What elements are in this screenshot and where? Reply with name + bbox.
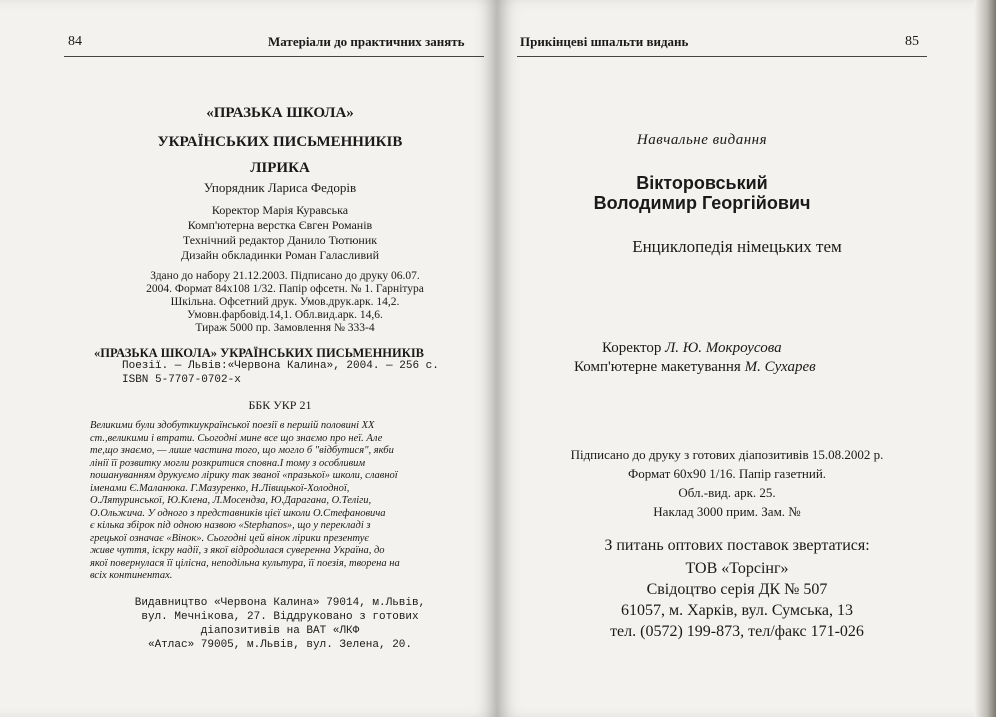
right-page: [497, 0, 996, 717]
annotation-line: лінії її розвитку могли розкритися сповна.І тому з особливим: [90, 457, 366, 469]
series-subtitle: УКРАЇНСЬКИХ ПИСЬМЕННИКІВ: [157, 134, 403, 150]
annotation-line: те,що знаємо, — лише частина того, що могло б "відбутися", якби: [90, 445, 394, 456]
credit-line: Технічний редактор Данило Тютюник: [182, 233, 378, 247]
credit-line: Комп'ютерна верстка Євген Романів: [187, 218, 373, 232]
print-info-line: Обл.-вид. арк. 25.: [678, 485, 776, 500]
print-info-line: Формат 60х90 1/16. Папір газетний.: [627, 466, 827, 481]
print-info: [100, 270, 470, 335]
print-info-line: Підписано до друку з готових діапозитивів 15.08.2002 р.: [570, 447, 884, 462]
header-rule: [517, 56, 927, 57]
contact-line: 61057, м. Харків, вул. Сумська, 13: [620, 602, 854, 619]
bbk-code: ББК УКР 21: [248, 398, 312, 412]
layout-name: М. Сухарев: [744, 359, 816, 375]
corrector-credit: [602, 340, 782, 357]
annotation-line: живе чуття, іскру надії, з якої відродилася суверенна Україна, до: [90, 545, 385, 556]
print-info-line: Умовн.фарбовід.14,1. Обл.вид.арк. 14,6.: [187, 309, 383, 321]
annotation: [90, 420, 440, 583]
header-rule: [64, 56, 484, 57]
print-info-line: Шкільна. Офсетний друк. Умов.друк.арк. 14,2.: [170, 296, 400, 308]
annotation-line: ст.,великими і втрати. Сьогодні мине все що знаємо про неї. Але: [90, 432, 383, 444]
annotation-line: Великими були здобуткиукраїнської поезії в першій половині ХХ: [90, 420, 375, 431]
annotation-line: О.Лятуринської, Ю.Клена, Л.Мосендза, Ю.Дарагана, О.Теліги,: [90, 495, 372, 506]
credit-line: Дизайн обкладинки Роман Галасливий: [180, 248, 379, 262]
contact-line: тел. (0572) 199-873, тел/факс 171-026: [610, 623, 864, 640]
compiler: Упорядник Лариса Федорів: [203, 180, 357, 195]
credits: [80, 203, 480, 263]
author-surname: Вікторовський: [636, 173, 768, 193]
corrector-name: Л. Ю. Мокроусова: [665, 340, 782, 356]
catalog-line: Поезії. — Львів:«Червона Калина», 2004. — 256 с.: [122, 360, 439, 372]
annotation-line: О.Ольжича. У одного з представників цієї школи О.Стефановича: [90, 507, 386, 519]
book-title: Енциклопедія німецьких тем: [632, 237, 842, 256]
contact-line: Свідоцтво серія ДК № 507: [646, 581, 828, 598]
annotation-line: іменами Є.Маланюка. Г.Мазуренко, Н.Лівицької-Холодної,: [90, 482, 350, 494]
annotation-line: пошануванням друкуємо лірику так званої «празької» школи, славної: [90, 470, 398, 481]
contact-heading: З питань оптових поставок звертатися:: [604, 537, 870, 554]
page-number: 84: [68, 34, 82, 49]
edition-type: Навчальне видання: [636, 132, 768, 148]
annotation-line: всіх континентах.: [90, 570, 173, 581]
annotation-line: є кілька збірок під одною назвою «Stephanos», що у перекладі з: [90, 520, 371, 531]
publisher-line: вул. Мечнікова, 27. Віддруковано з готових: [141, 611, 419, 623]
catalog-heading: «ПРАЗЬКА ШКОЛА» УКРАЇНСЬКИХ ПИСЬМЕННИКІВ: [94, 346, 425, 360]
catalog-lines: [122, 359, 439, 387]
print-info-line: Здано до набору 21.12.2003. Підписано до друку 06.07.: [150, 270, 420, 282]
layout-credit: [574, 359, 816, 376]
series-title: «ПРАЗЬКА ШКОЛА»: [206, 105, 354, 121]
publisher-info: [60, 596, 497, 652]
publisher-line: «Атлас» 79005, м.Львів, вул. Зелена, 20.: [147, 639, 413, 651]
credit-line: Коректор Марія Куравська: [211, 203, 349, 217]
layout-label: Комп'ютерне макетування: [574, 359, 741, 375]
page-number: 85: [905, 34, 919, 49]
running-head: Прикінцеві шпальти видань: [520, 34, 689, 49]
running-head: Матеріали до практичних занять: [268, 34, 465, 49]
print-info: [527, 445, 927, 521]
annotation-line: грецької означає «Вінок». Сьогодні цей вінок лірики презентує: [90, 532, 369, 544]
annotation-line: якої повернулася її цілісна, неподільна культура, її поезія, творена на: [90, 557, 400, 569]
print-info-line: 2004. Формат 84х108 1/32. Папір офсетн. № 1. Гарнітура: [146, 283, 424, 295]
page-edge: [974, 0, 996, 717]
print-info-line: Наклад 3000 прим. Зам. №: [653, 504, 801, 519]
corrector-label: Коректор: [602, 340, 662, 356]
print-info-line: Тираж 5000 пр. Замовлення № 333-4: [195, 322, 375, 334]
left-page: [0, 0, 497, 717]
catalog-line: ISBN 5-7707-0702-х: [122, 374, 241, 386]
publisher-line: діапозитивів на ВАТ «ЛКФ: [200, 625, 360, 637]
contact-line: ТОВ «Торсінг»: [685, 560, 789, 577]
publisher-line: Видавництво «Червона Калина» 79014, м.Львів,: [134, 597, 426, 609]
author-name: Володимир Георгійович: [593, 193, 811, 213]
contact-info: [527, 558, 947, 642]
book-title: ЛІРИКА: [250, 160, 310, 176]
